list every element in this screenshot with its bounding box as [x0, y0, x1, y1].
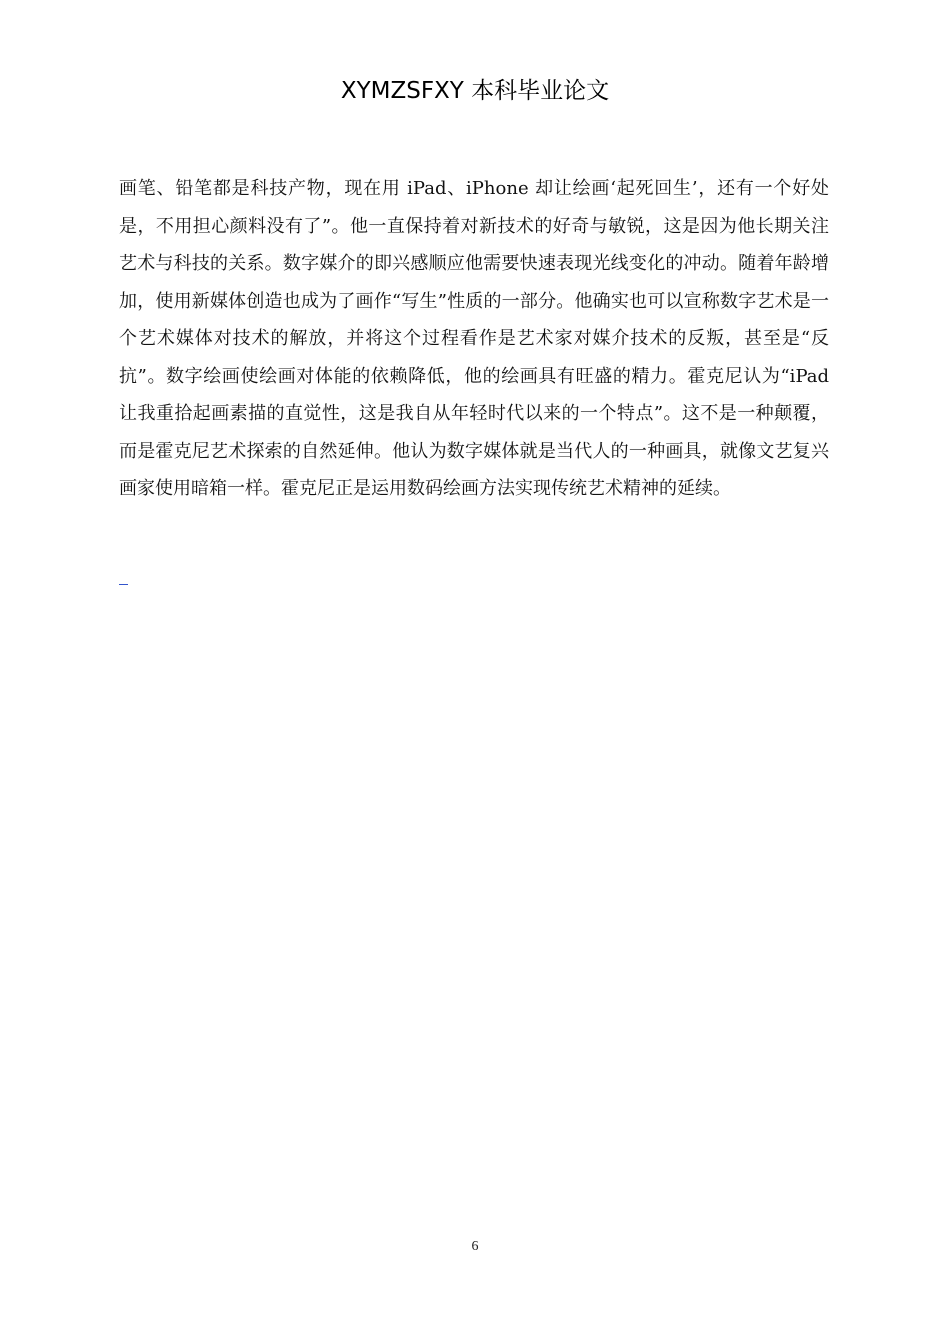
link-marker[interactable]	[119, 566, 128, 585]
body-paragraph: 画笔、铅笔都是科技产物，现在用 iPad、iPhone 却让绘画‘起死回生’，还有一个好处是，不用担心颜料没有了”。他一直保持着对新技术的好奇与敏锐，这是因为他长期关注艺术与科技的关系。数字媒介的即兴感顺应他需要快速表现光线变化的冲动。随着年龄增加，使用新媒体创造也成为了画作“写生”性质的一部分。他确实也可以宣称数字艺术是一个艺术媒体对技术的解放，并将这个过程看作是艺术家对媒介技术的反叛，甚至是“反抗”。数字绘画使绘画对体能的依赖降低，他的绘画具有旺盛的精力。霍克尼认为“iPad 让我重拾起画素描的直觉性，这是我自从年轻时代以来的一个特点”。这不是一种颠覆，而是霍克尼艺术探索的自然延伸。他认为数字媒体就是当代人的一种画具，就像文艺复兴画家使用暗箱一样。霍克尼正是运用数码绘画方法实现传统艺术精神的延续。	[119, 178, 829, 499]
thesis-header-title: XYMZSFXY 本科毕业论文	[340, 78, 610, 104]
page-number: 6	[471, 1239, 479, 1254]
